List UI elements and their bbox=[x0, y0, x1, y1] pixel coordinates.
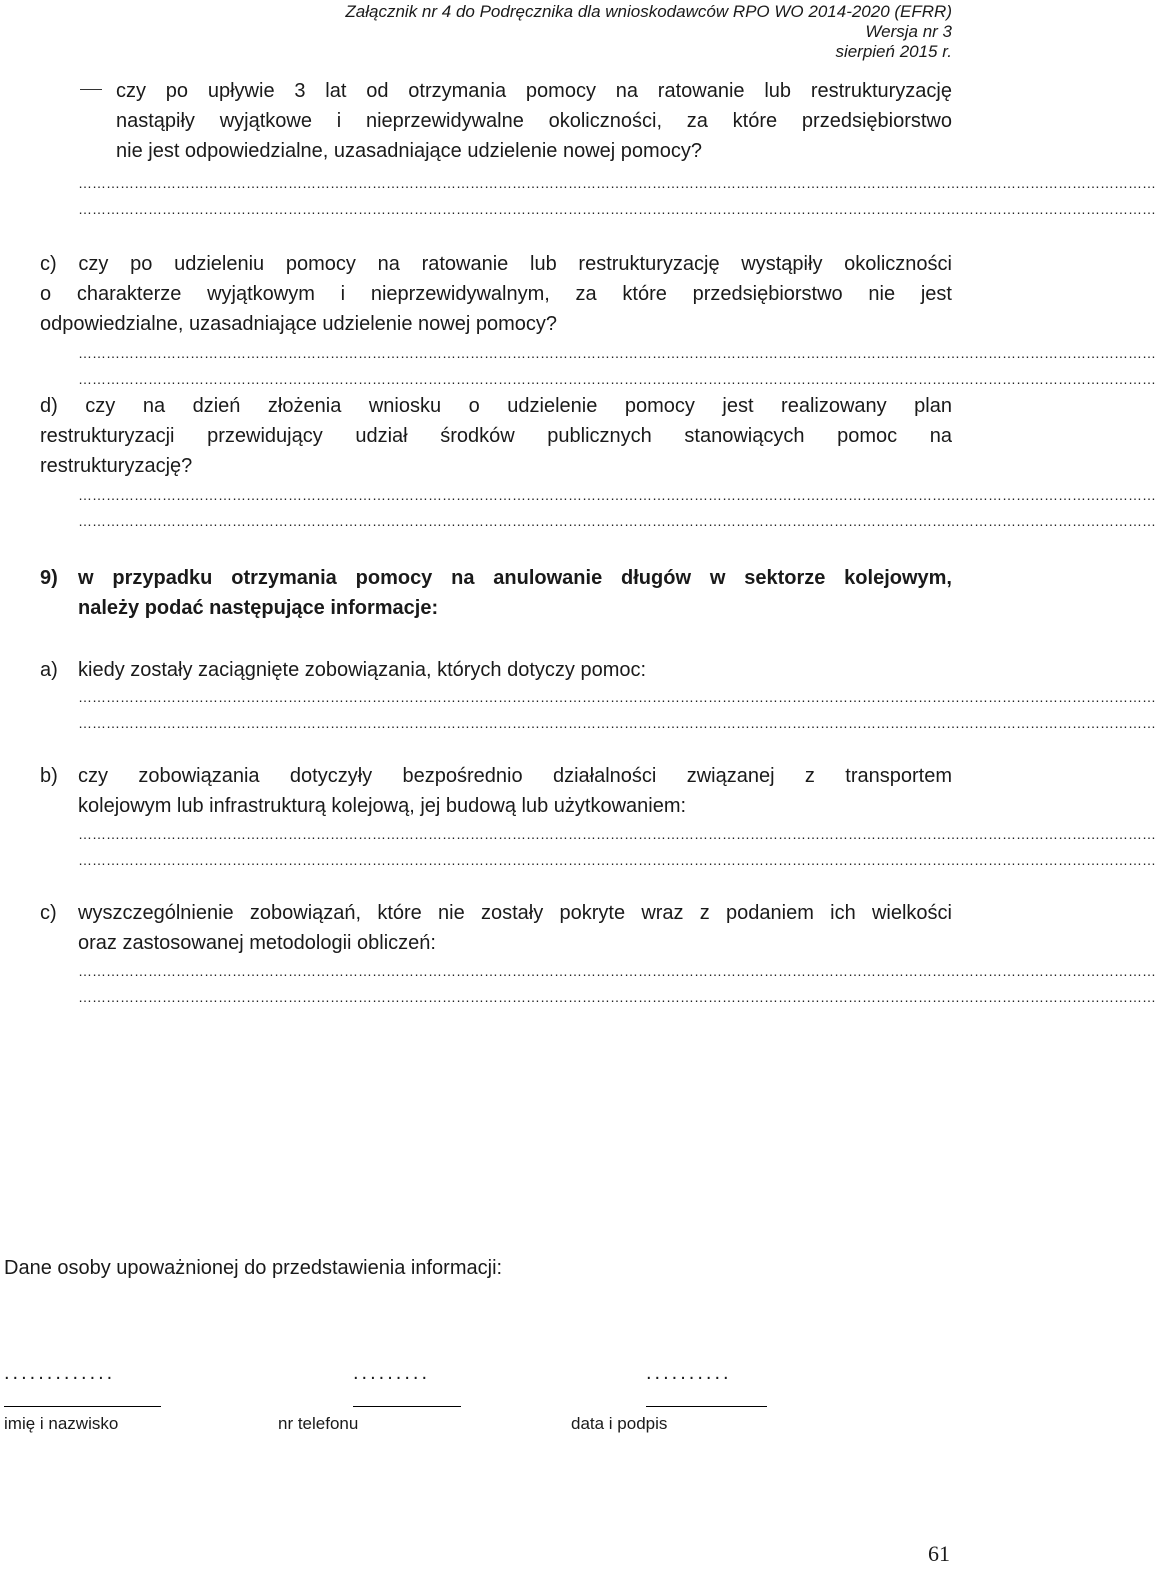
date-signature-underline bbox=[646, 1406, 767, 1407]
bullet-question-line: czy po upływie 3 lat od otrzymania pomocy na ratowanie lub restrukturyzację bbox=[116, 80, 952, 102]
answer-dots[interactable]: …………………………………………………………………………………………………………………………………………………………………………………………………………… bbox=[78, 371, 1156, 387]
header-date: sierpień 2015 r. bbox=[835, 42, 952, 61]
section-number: 9) bbox=[40, 567, 58, 589]
question-9c-line: oraz zastosowanej metodologii obliczeń: bbox=[78, 932, 436, 954]
question-d-line: restrukturyzację? bbox=[40, 455, 193, 477]
answer-dots[interactable]: …………………………………………………………………………………………………………………………………………………………………………………………………………… bbox=[78, 715, 1156, 731]
bullet-question bbox=[116, 76, 952, 166]
item-label: c) bbox=[40, 902, 57, 924]
dash-bullet-icon bbox=[80, 89, 102, 90]
section-9-line: w przypadku otrzymania pomocy na anulowanie długów w sektorze kolejowym, bbox=[78, 567, 952, 589]
section-9-heading bbox=[40, 563, 952, 623]
answer-dots[interactable]: …………………………………………………………………………………………………………………………………………………………………………………………………………… bbox=[78, 513, 1156, 529]
phone-underline bbox=[353, 1406, 461, 1407]
answer-dots[interactable]: …………………………………………………………………………………………………………………………………………………………………………………………………………… bbox=[78, 963, 1156, 979]
answer-dots[interactable]: …………………………………………………………………………………………………………………………………………………………………………………………………………… bbox=[78, 852, 1156, 868]
question-c-line: c) czy po udzieleniu pomocy na ratowanie lub restrukturyzację wystąpiły okoliczności bbox=[40, 253, 952, 275]
answer-dots[interactable]: …………………………………………………………………………………………………………………………………………………………………………………………………………… bbox=[78, 826, 1156, 842]
question-d-line: d) czy na dzień złożenia wniosku o udzielenie pomocy jest realizowany plan bbox=[40, 395, 952, 417]
answer-dots[interactable]: …………………………………………………………………………………………………………………………………………………………………………………………………………… bbox=[78, 487, 1156, 503]
answer-dots[interactable]: …………………………………………………………………………………………………………………………………………………………………………………………………………… bbox=[78, 989, 1156, 1005]
answer-dots[interactable]: …………………………………………………………………………………………………………………………………………………………………………………………………………… bbox=[78, 689, 1156, 705]
section-9-line: należy podać następujące informacje: bbox=[78, 597, 439, 619]
question-c-line: o charakterze wyjątkowym i nieprzewidywalnym, za które przedsiębiorstwo nie jest bbox=[40, 283, 952, 305]
authorized-person-heading: Dane osoby upoważnionej do przedstawienia informacji: bbox=[4, 1257, 503, 1279]
question-9b-line: czy zobowiązania dotyczyły bezpośrednio działalności związanej z transportem bbox=[78, 765, 952, 787]
name-field[interactable]: ............. bbox=[4, 1362, 116, 1384]
item-label: a) bbox=[40, 659, 58, 681]
bullet-question-line: nastąpiły wyjątkowe i nieprzewidywalne okoliczności, za które przedsiębiorstwo bbox=[116, 110, 952, 132]
answer-dots[interactable]: …………………………………………………………………………………………………………………………………………………………………………………………………………… bbox=[78, 175, 1156, 191]
header-version: Wersja nr 3 bbox=[865, 22, 952, 41]
date-signature-label: data i podpis bbox=[571, 1414, 668, 1433]
phone-label: nr telefonu bbox=[278, 1414, 359, 1433]
question-9c bbox=[40, 898, 952, 958]
question-9a bbox=[40, 655, 952, 685]
document-header bbox=[345, 2, 952, 62]
question-d-line: restrukturyzacji przewidujący udział środków publicznych stanowiących pomoc na bbox=[40, 425, 952, 447]
answer-dots[interactable]: …………………………………………………………………………………………………………………………………………………………………………………………………………… bbox=[78, 201, 1156, 217]
name-underline bbox=[4, 1406, 161, 1407]
question-9a-line: kiedy zostały zaciągnięte zobowiązania, których dotyczy pomoc: bbox=[78, 659, 647, 681]
question-9b bbox=[40, 761, 952, 821]
question-9b-line: kolejowym lub infrastrukturą kolejową, jej budową lub użytkowaniem: bbox=[78, 795, 687, 817]
question-c bbox=[40, 249, 952, 339]
question-9c-line: wyszczególnienie zobowiązań, które nie zostały pokryte wraz z podaniem ich wielkości bbox=[78, 902, 952, 924]
item-label: b) bbox=[40, 765, 58, 787]
page-number: 61 bbox=[928, 1541, 950, 1566]
header-title: Załącznik nr 4 do Podręcznika dla wnioskodawców RPO WO 2014-2020 (EFRR) bbox=[345, 2, 952, 21]
question-c-line: odpowiedzialne, uzasadniające udzielenie nowej pomocy? bbox=[40, 313, 558, 335]
phone-field[interactable]: ......... bbox=[353, 1362, 431, 1384]
name-label: imię i nazwisko bbox=[4, 1414, 119, 1433]
bullet-question-line: nie jest odpowiedzialne, uzasadniające udzielenie nowej pomocy? bbox=[116, 140, 702, 162]
question-d bbox=[40, 391, 952, 481]
date-signature-field[interactable]: .......... bbox=[646, 1362, 732, 1384]
answer-dots[interactable]: …………………………………………………………………………………………………………………………………………………………………………………………………………… bbox=[78, 345, 1156, 361]
